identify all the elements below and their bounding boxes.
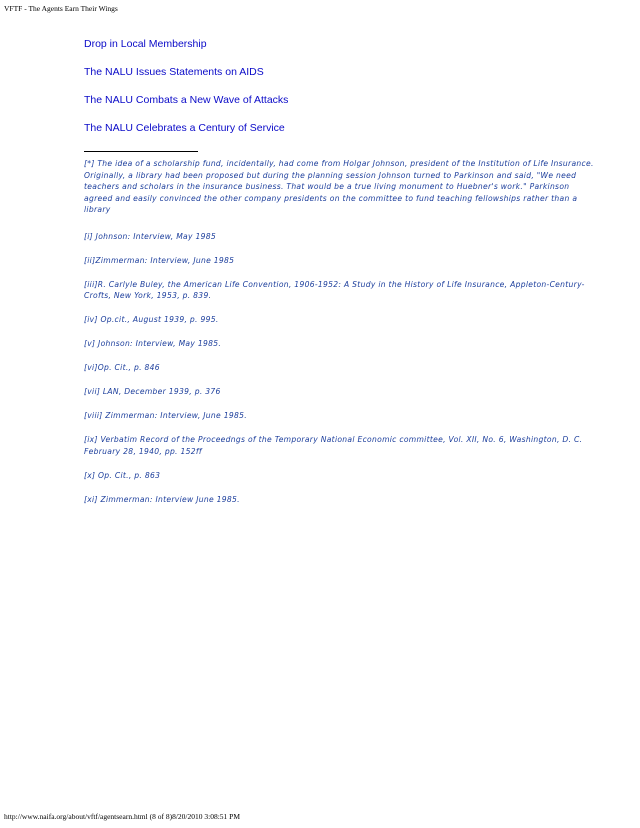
footnote-v: [v] Johnson: Interview, May 1985. [84,339,222,348]
link-drop-in-local-membership[interactable]: Drop in Local Membership [84,38,207,50]
footnotes-list [84,158,596,518]
page-header-title: VFTF - The Agents Earn Their Wings [4,4,118,13]
footnote-divider [84,151,198,152]
link-nalu-statements-aids[interactable]: The NALU Issues Statements on AIDS [84,66,264,78]
footnote-viii: [viii] Zimmerman: Interview, June 1985. [84,411,247,420]
footnote-xi: [xi] Zimmerman: Interview June 1985. [84,494,240,504]
footnote-star: [*] The idea of a scholarship fund, incidentally, had come from Holgar Johnson, president of the Institution of Life Insurance. Originally, a library had been proposed but during the planning session Johnson turned to Parkinson and said, "We need teachers and scholars in the insurance business. That would be a true living monument to Huebner's work." Parkinson agreed and easily convinced the other company presidents on the committee to fund teaching fellowships rather than a library [84,159,594,214]
footnote-ix: [ix] Verbatim Record of the Proceedngs of the Temporary National Economic committee, Vol. XII, No. 6, Washington, D. C. February 28, 1940, pp. 152ff [84,435,583,456]
footnote-x: [x] Op. Cit., p. 863 [84,470,161,480]
footnote-i: [i] Johnson: Interview, May 1985 [84,231,217,241]
footnote-iv: [iv] Op.cit., August 1939, p. 995. [84,315,219,324]
footnote-vii: [vii] LAN, December 1939, p. 376 [84,387,221,396]
page-footer-url: http://www.naifa.org/about/vftf/agentsearn.html (8 of 8)8/20/2010 3:08:51 PM [4,812,241,821]
link-nalu-combats-attacks[interactable]: The NALU Combats a New Wave of Attacks [84,94,289,106]
footnote-ii: [ii]Zimmerman: Interview, June 1985 [84,255,235,265]
footnote-vi: [vi]Op. Cit., p. 846 [84,363,160,372]
link-nalu-century-of-service[interactable]: The NALU Celebrates a Century of Service [84,122,285,134]
related-links-list [84,38,604,150]
footnote-iii: [iii]R. Carlyle Buley, the American Life Convention, 1906-1952: A Study in the History of Life Insurance, Appleton-Century-Crofts, New York, 1953, p. 839. [84,279,585,300]
